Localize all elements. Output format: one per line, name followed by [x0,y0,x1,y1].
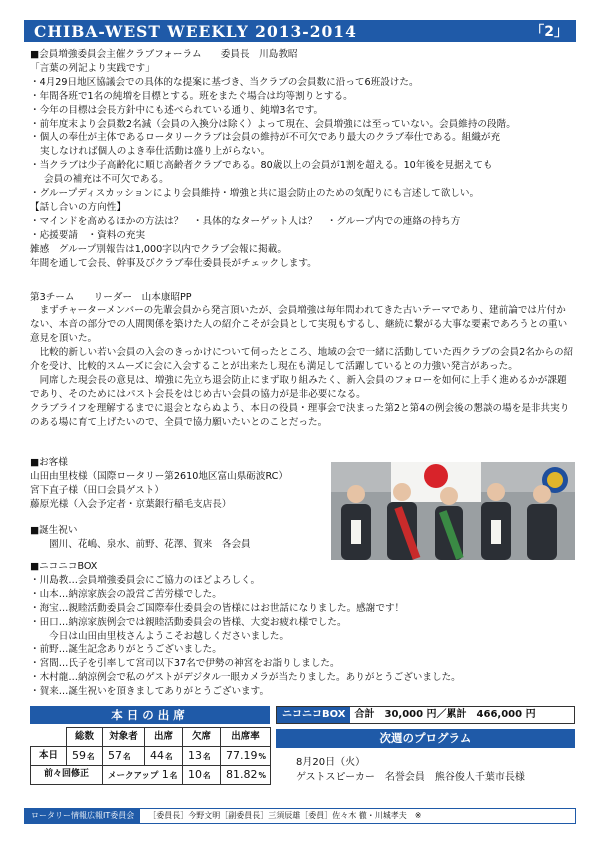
nikoniko-box-total [276,706,575,724]
forum-line: ・個人の奉仕が主体であるロータリークラブは会員の維持が不可欠であり最大のクラブ奉仕である。組織が充 [30,132,501,144]
nikoniko-line: ・木村龍…納涼例会で私のゲストがデジタル一眼カメラが当たりました。ありがとうございました。 [30,672,461,684]
nikoniko-section [30,560,575,699]
forum-line: 会員の補充は不可欠である。 [44,174,169,186]
next-program-date: 8月20日（火） [296,757,366,768]
footer-committee: ロータリー情報広報IT委員会 [25,809,140,823]
guest-item: 山田由里枝様（国際ロータリー第2610地区富山県砺波RC） [30,470,288,482]
table-row [31,747,271,766]
forum-line: ・年間各班で1名の純増を目標とする。班をまたぐ場合は均等割りとする。 [30,90,353,102]
nikoniko-line: ・前野…誕生記念ありがとうございました。 [30,644,222,656]
nikoniko-line: ・山本…納涼家族会の設営ご苦労様でした。 [30,588,222,600]
discussion-line: ・マインドを高めるほかの方法は？ ・具体的なターゲット人は？ ・グループ内での連絡の持ち方 [30,215,461,227]
next-program-body [296,755,525,785]
row-label: 前々回修正 [31,766,103,785]
page-header [24,20,576,42]
team3-section [30,291,575,430]
group-photo [331,462,575,560]
present-cell: 44名 [145,747,183,766]
team3-paragraph: 同席した現会長の意見は、増強に先立ち退会防止にまず取り組みたく、新入会員のフォローを如何に上手く進めるかが課題であり、そのためにはパスト会長をはじめ古い会員の協力が是非必要になる。 [30,374,567,400]
team3-paragraph: クラブライフを理解するまでに退会とならぬよう、本日の役員・理事会で決まった第2と第4の例会後の懇談の場を是非共実りのある場に育て上げたいので、全員で協力願いたいとのことだった。 [30,402,570,428]
total-cell: 59名 [67,747,103,766]
column-header: 総数 [67,728,103,747]
forum-section [30,48,575,430]
forum-line: ・当クラブは少子高齢化に順じ高齢者クラブである。80歳以上の会員が1割を超える。10年後を見据えても [30,160,493,172]
forum-line: 実しなければ個人のよき奉仕活動は盛り上がらない。 [40,146,271,158]
forum-theme: 「言葉の列記より実践です」 [30,62,155,74]
nikoniko-line: ・宮間…氏子を引率して宮司以下37名で伊勢の神宮をお詣りしました。 [30,658,340,670]
next-program-speaker: ゲストスピーカー 名誉会員 熊谷俊人千葉市長様 [296,772,525,783]
discussion-heading: 【話し合いの方向性】 [30,201,126,213]
page-number: 「2」 [530,24,568,40]
nikoniko-line: ・賀来…誕生祝いを頂きましてありがとうございます。 [30,686,270,698]
team3-paragraph: まずチャーターメンバーの先輩会員から発言頂いたが、会員増強は毎年問われてきた古いテーマであり、建前論では片付かない、本音の部分での人間関係を築けた人の紹介こそが会員として実現もするし、継続に繋がる大事な要素であろうとの重い意見を頂いた。 [30,305,568,345]
nikoniko-heading: ■ニコニコBOX [30,561,98,572]
nikoniko-box-amounts: 合計 30,000 円／累計 466,000 円 [354,709,536,720]
absent-cell: 10名 [183,766,221,785]
makeup-cell: メークアップ 1名 [103,766,183,785]
forum-note: 雑感 グループ別報告は1,000字以内でクラブ会報に掲載。 [30,243,287,255]
guests-heading: ■お客様 [30,457,68,468]
forum-line: ・グループディスカッションにより会員維持・増強と共に退会防止のための気配りにも言述して欲しい。 [30,188,480,200]
column-header: 対象者 [103,728,145,747]
guest-item: 宮下直子様（田口会員ゲスト） [30,484,164,496]
attendance-table [30,727,271,785]
nikoniko-line: ・川島教…会員増強委員会にご協力のほどよろしく。 [30,574,261,586]
nikoniko-box-label: ニコニコBOX [277,707,350,723]
column-header: 欠席 [183,728,221,747]
table-row [31,766,271,785]
attendance-title: 本日の出席 [30,706,270,724]
birthday-heading: ■誕生祝い [30,524,78,536]
column-header: 出席率 [221,728,271,747]
table-row [31,728,271,747]
newsletter-title: CHIBA-WEST WEEKLY 2013-2014 [34,22,357,41]
next-program-title: 次週のプログラム [276,729,575,748]
nikoniko-line: ・田口…納涼家族例会では親睦活動委員会の皆様、大変お疲れ様でした。 [30,616,347,628]
column-header: 出席 [145,728,183,747]
forum-line: ・前年度末より会員数2名減（会員の入換分は除く）よって現在、会員増強には至っていない。会員維持の段階。 [30,118,516,130]
target-cell: 57名 [103,747,145,766]
forum-line: ・4月29日地区協議会での具体的な提案に基づき、当クラブの会員数に沿って6班設けた。 [30,76,419,88]
guests-section [30,456,340,551]
nikoniko-line: 今日は山田由里枝さんようこそお越しくださいました。 [30,630,290,642]
birthday-names: 園川、花嶋、泉水、前野、花澤、賀来 各会員 [30,538,251,550]
nikoniko-line: ・海宝…親睦活動委員会ご国際奉仕委員会の皆様にはお世話になりました。感謝です！ [30,602,405,614]
forum-heading: ■会員増強委員会主催クラブフォーラム 委員長 川島教昭 [30,49,298,60]
footer-members: ［委員長］今野文明［副委員長］三須辰雄［委員］佐々木 徹・川城孝夫 ※ [148,811,422,820]
team3-paragraph: 比較的新しい若い会員の入会のきっかけについて伺ったところ、地域の会で一緒に活動していた西クラブの会員2名からの紹介を受け、比較的スムーズに会に入会することが出来たし現在も満足して活躍しているとの力強い発言があった。 [30,347,574,373]
rate-cell: 77.19% [221,747,271,766]
absent-cell: 13名 [183,747,221,766]
guest-item: 藤原光様（入会予定者・京葉銀行稲毛支店長） [30,498,232,510]
group-photo-image [331,462,575,560]
forum-note: 年間を通して会長、幹事及びクラブ奉仕委員長がチェックします。 [30,257,317,269]
discussion-line: ・応援要請 ・資料の充実 [30,229,146,241]
rate-cell: 81.82% [221,766,271,785]
footer [24,808,576,824]
forum-line: ・今年の目標は会長方針中にも述べられている通り、純増3名です。 [30,104,324,116]
team3-heading: 第3チーム リーダー 山本康昭PP [30,291,192,303]
row-label: 本日 [31,747,67,766]
